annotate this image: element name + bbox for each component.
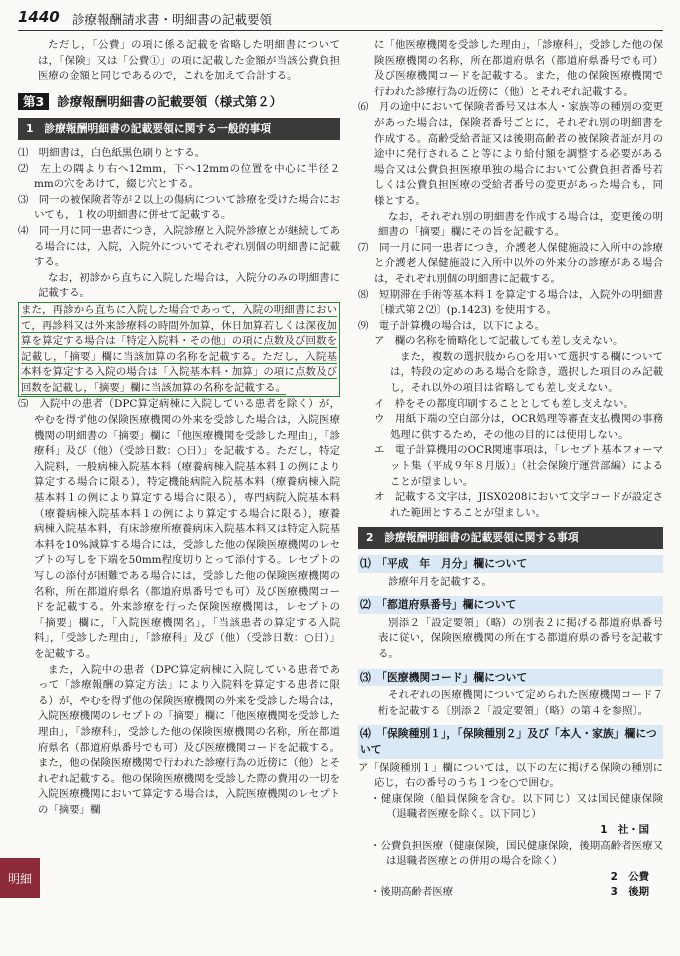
list-item: ⑻ 短期滞在手術等基本料１を算定する場合は，入院外の明細書〔様式第２⑵〕(p.1423) を使用する。 (358, 288, 663, 317)
sub-list-item: ウ 用紙下端の空白部分は，OCR処理等審査支払機関の事務処理に供するため，その他の目的には使用しない。 (374, 413, 663, 441)
sub-heading-2: 2 診療報酬明細書の記載要領に関する事項 (358, 527, 663, 549)
list-item: ・公費負担医療（健康保険，国民健康保険，後期高齢者医療又は退職者医療との併用の場合を除く） (370, 839, 663, 868)
item-text: ア「保険種別１」欄については，以下の左に掲げる保険の種別に応じ，右の番号のうち１つを○で囲む。 (358, 761, 663, 790)
code-label: 3 後期 (610, 886, 649, 899)
sub-list-note: また，複数の選択肢から○を用いて選択する欄については，特段の定めのある場合を除き，選択した項目のみ記載し，それ以外の項目は省略しても差し支えない。 (390, 350, 663, 395)
sub-list-item: ア 欄の名称を簡略化して記載しても差し支えない。 (374, 335, 624, 348)
sub-list-item: オ 記載する文字は，JISX0208において文字コードが設定された範囲とすることが望ましい。 (374, 491, 663, 519)
code-label: 1 社・国 (600, 823, 649, 836)
item-heading: ⑶ 「医療機関コード」欄について (358, 669, 663, 687)
sub-list-item: エ 電子計算機用のOCR関連事項は，「レセプト基本フォーマット集（平成９年８月版）」（社会保険庁運営部編）によることが望ましい。 (374, 444, 663, 488)
item4-note: なお，初診から直ちに入院した場合は，入院分のみの明細書に記載する。 (38, 271, 340, 300)
sub-heading: 1 診療報酬明細書の記載要領に関する一般的事項 (18, 118, 340, 140)
continued-paragraph: に「他医療機関を受診した理由」，「診療科」，受診した他の保険医療機関の名称，所在都道府県名（都道府県番号でも可）及び医療機関コードを記載する。また，他の保険医療機関で行われた診療行為の近傍に（他）とそれぞれ記載する。 (374, 39, 663, 98)
item5-paragraph-2: また，入院中の患者（DPC算定病棟に入院している患者であって「診療報酬の算定方法」により入院料を算定する患者に限る）が，やむを得ず他の保険医療機関の外来を受診した場合は，入院医療機関のレセプトの「摘要」欄に「他医療機関を受診した理由」，「診療科」，受診した他の保険医療機関の名称，所在都道府県名（都道府県番号でも可）及び医療機関コードを記載する。また，他の保険医療機関で行われた診療行為の近傍に（他）とそれぞれ記載する。他の保険医療機関を受診した際の費用の一切を入院医療機関において算定する場合は，入院医療機関のレセプトの「摘要」欄 (38, 663, 340, 816)
side-tab: 明細 (0, 858, 40, 898)
code-label: 2 公費 (610, 870, 649, 883)
item6-note: なお，それぞれ別の明細書を作成する場合は，変更後の明細書の「摘要」欄にその旨を記載する。 (378, 210, 663, 239)
list-item: ⑷ 同一月に同一患者につき，入院診療と入院外診療とが継続してある場合には，入院，入院外についてそれぞれ別個の明細書に記載する。 (18, 224, 340, 269)
page-header (18, 8, 663, 31)
list-row (358, 885, 663, 901)
list-item: ⑼ 電子計算機の場合は，以下による。 (358, 319, 546, 332)
item-text: 別添２「設定要領」（略）の別表２に掲げる都道府県番号表に従い，保険医療機関の所在する都道府県の番号を記載する。 (378, 616, 663, 660)
list-item: ・後期高齢者医療 (370, 886, 454, 899)
left-column (18, 38, 340, 819)
page-number: 1440 (18, 8, 60, 26)
header-title: 診療報酬請求書・明細書の記載要領 (72, 12, 273, 27)
list-item: ⑺ 同一月に同一患者につき，介護老人保健施設に入所中の診療と介護老人保健施設に入所中以外の外来分の診療がある場合は，それぞれ別個の明細書に記載する。 (358, 241, 663, 285)
item5-paragraph: ⑸ 入院中の患者（DPC算定病棟に入院している患者を除く）が，やむを得ず他の保険医療機関の外来を受診した場合は，入院医療機関の明細書の「摘要」欄に「他医療機関を受診した理由」，「診療科」及び（他）（受診日数：○日）」を記載する。ただし，特定入院料，一般病棟入院基本料（療養病棟入院基本料１の例により算定する場合に限る），特定機能病院入院基本料（療養病棟入院基本料１の例により算定する場合に限る），専門病院入院基本料（療養病棟入院基本料１の例により算定する場合に限る），療養病棟入院基本料，有床診療所療養病床入院基本料又は特定入院基本料を10%減算する場合には，受診した他の保険医療機関のレセプトの写しを下端を50mm程度切りとって添付する。レセプトの写しの添付が困難である場合には，受診した他の保険医療機関の名称，所在都道府県名（都道府県番号でも可）及び医療機関コードを記載する。外来診療を行った保険医療機関は，レセプトの「摘要」欄に，「入院医療機関名」，「当該患者の算定する入院料」，「受診した理由」，「診療科」及び（他）（受診日数：○日）」を記載する。 (18, 398, 340, 660)
highlight-text: また，再診から直ちに入院した場合であって，入院の明細書において，再診料又は外来診療料の時間外加算，休日加算若しくは深夜加算を算定する場合は「特定入院料・その他」の項に点数及び回数を記載し，「摘要」欄に当該加算の名称を記載する。ただし，入院基本料を算定する入院の場合は「入院基本料・加算」の項に点数及び回数を記載し，「摘要」欄に当該加算の名称を記載する。 (21, 303, 337, 394)
item4-highlight (18, 302, 340, 398)
list-item: ⑹ 月の途中において保険者番号又は本人・家族等の種別の変更があった場合は，保険者番号ごとに，それぞれ別の明細書を作成する。高齢受給者証又は後期高齢者の被保険者証が月の途中に発行されること等により給付額を調整する必要がある場合又は公費負担医療単独の場合において公費負担者番号若しくは公費負担医療の受給者番号の変更があった場合も，同様とする。 (358, 101, 663, 207)
list-item: ⑶ 同一の被保険者等が２以上の傷病について診療を受けた場合においても，１枚の明細書に併せて記載する。 (18, 193, 340, 222)
sub-list-item: イ 枠をその都度印刷することとしても差し支えない。 (374, 397, 634, 410)
section-heading (18, 93, 340, 111)
item-heading: ⑵ 「都道府県番号」欄について (358, 596, 663, 614)
list-item: ⑵ 左上の隅より右へ12mm，下へ12mmの位置を中心に半径２mmの穴をあけて，綴じ穴とする。 (18, 162, 340, 191)
intro-paragraph: ただし，「公費」の項に係る記載を省略した明細書については，「保険」又は「公費①」の項に記載した金額が当該公費負担医療の金額と同じであるので，これを加えて合計する。 (38, 39, 340, 83)
section-title: 診療報酬明細書の記載要領（様式第２） (57, 93, 283, 109)
list-item: ・健康保険（船員保険を含む。以下同じ）又は国民健康保険（退職者医療を除く。以下同じ） (370, 792, 663, 821)
right-column (358, 38, 663, 901)
list-item: ⑴ 明細書は，白色紙黒色刷りとする。 (18, 146, 206, 159)
item-heading: ⑷ 「保険種別１」，「保険種別２」及び「本人・家族」欄について (358, 725, 663, 758)
item-heading: ⑴ 「平成 年 月分」欄について (358, 555, 663, 573)
item-text: 診療年月を記載する。 (388, 575, 492, 588)
item-text: それぞれの医療機関について定められた医療機関コード７桁を記載する〔別添２「設定要領」（略）の第４を参照〕。 (378, 689, 663, 717)
section-tag: 第3 (18, 93, 49, 111)
